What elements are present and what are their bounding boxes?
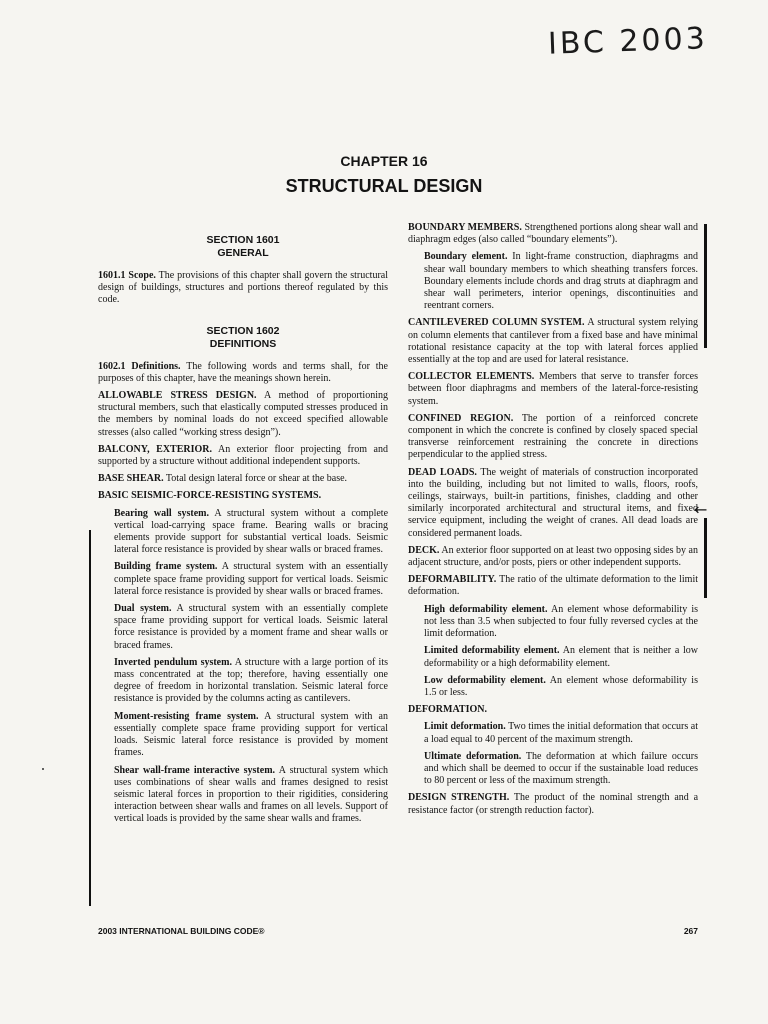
term-text: A structural system without a complete vertical load-carrying space frame. Bearing walls or bracing elements provide support for substantial vertical loads. Seismic lateral force resistance is provided by shear walls or braced frames. — [114, 507, 389, 556]
term-heading: DEFORMATION. — [408, 704, 487, 716]
term-text: A structure with a large portion of its mass concentrated at the top; therefore, having essentially one degree of freedom in horizontal translation. Seismic lateral force resistance is provided by the columns acting as cantilevers. — [114, 656, 388, 705]
term-heading: CANTILEVERED COLUMN SYSTEM. — [408, 317, 585, 329]
term-heading: Ultimate deformation. — [424, 750, 522, 762]
definition-basic-seismic-systems — [98, 490, 388, 502]
term-heading: CONFINED REGION. — [408, 412, 514, 424]
scope-paragraph — [98, 270, 388, 307]
term-heading: DEAD LOADS. — [408, 466, 477, 478]
definition-ultimate-deformation — [408, 751, 698, 788]
term-heading: DESIGN STRENGTH. — [408, 792, 510, 804]
term-heading: Low deformability element. — [424, 674, 546, 686]
definition-bearing-wall-system — [98, 508, 388, 557]
definition-high-deformability-element — [408, 604, 698, 641]
term-text: In light-frame construction, diaphragms and shear wall boundary members to which sheathing transfers forces. Boundary elements include chords and drag struts at diaphragm and shear wall perimeters, interior openings, discontinuities and reentrant corners. — [424, 251, 698, 312]
definition-low-deformability-element — [408, 675, 698, 699]
term-text: A method of proportioning structural members, such that elastically computed stresses produced in the members by nominal loads do not exceed specified allowable stresses (also called “working stress design”). — [98, 390, 388, 438]
section-1602-title: SECTION 1602 — [206, 324, 280, 337]
definition-collector-elements — [408, 371, 698, 408]
term-heading: High deformability element. — [424, 603, 548, 615]
term-text: A structural system which uses combinations of shear walls and frames designed to resist seismic lateral forces in proportion to their rigidities, considering interaction between shear walls and frames on all levels. Support of vertical loads is provided by the same shear walls and frames. — [114, 764, 388, 825]
term-text: An exterior floor supported on at least two opposing sides by an adjacent structure, and/or posts, piers or other independent supports. — [408, 544, 698, 569]
term-heading: BOUNDARY MEMBERS. — [408, 222, 522, 233]
footer-code-title: 2003 INTERNATIONAL BUILDING CODE® — [98, 926, 265, 936]
term-heading: Limit deformation. — [424, 721, 506, 733]
term-heading: ALLOWABLE STRESS DESIGN. — [98, 390, 257, 402]
term-heading: COLLECTOR ELEMENTS. — [408, 371, 535, 383]
scan-speck — [42, 768, 44, 770]
term-text: The ratio of the ultimate deformation to the limit deformation. — [408, 574, 698, 598]
definition-limited-deformability-element — [408, 645, 698, 669]
term-heading: BASIC SEISMIC-FORCE-RESISTING SYSTEMS. — [98, 490, 322, 502]
term-text: A structural system with an essentially complete space frame providing support for vertical loads. Seismic lateral force resistance is provided by a moment frame and shear walls or braced frames. — [114, 603, 388, 651]
term-text: The weight of materials of construction incorporated into the building, including but not limited to walls, floors, roofs, ceilings, stairways, built-in partitions, finishes, cladding and other similarly incorporated architectural and structural items, and fixed service equipment, including the weight of cranes. All dead loads are considered permanent loads. — [408, 466, 699, 539]
change-bar-left — [89, 530, 91, 906]
page-number: 267 — [683, 926, 698, 936]
definition-cantilevered-column-system — [408, 317, 698, 366]
definition-balcony-exterior — [98, 444, 388, 468]
handwritten-note: IBC 2003 — [547, 21, 709, 62]
term-text: Two times the initial deformation that occurs at a load equal to 40 percent of the maximum strength. — [424, 721, 698, 745]
term-text: The portion of a reinforced concrete component in which the concrete is confined by closely spaced special transverse reinforcement restraining the concrete in directions perpendicular to the applied stress. — [408, 412, 698, 461]
term-heading: Inverted pendulum system. — [114, 656, 232, 668]
section-1601-title: SECTION 1601 — [206, 234, 280, 246]
term-text: Total design lateral force or shear at the base. — [163, 473, 348, 485]
definition-deformation — [408, 704, 698, 716]
definition-confined-region — [408, 413, 698, 462]
definition-deformability — [408, 574, 698, 598]
term-heading: BASE SHEAR. — [98, 473, 164, 485]
definition-deck — [408, 545, 698, 569]
term-text: A structural system with an essentially complete space frame providing support for vertical loads. Seismic lateral force resistance is provided by moment frames. — [114, 710, 388, 759]
term-heading: Bearing wall system. — [114, 507, 209, 519]
page-title: STRUCTURAL DESIGN — [285, 176, 483, 196]
term-text: The provisions of this chapter shall govern the structural design of buildings, structures and portions thereof regulated by this code. — [98, 270, 389, 306]
term-heading: 1602.1 Definitions. — [98, 360, 181, 372]
term-heading: 1601.1 Scope. — [98, 270, 156, 281]
term-text: Strengthened portions along shear wall and diaphragm edges (also called “boundary elements”). — [408, 222, 698, 246]
term-heading: Boundary element. — [424, 251, 508, 263]
definition-boundary-members — [408, 222, 698, 246]
definition-design-strength — [408, 792, 698, 816]
section-1601-subtitle: GENERAL — [217, 247, 269, 259]
term-text: An exterior floor projecting from and supported by a structure without additional independent supports. — [98, 443, 388, 468]
term-text: An element whose deformability is not less than 3.5 when subjected to four fully reversed cycles at the limit deformation. — [424, 603, 698, 640]
change-bar-right-top — [704, 224, 707, 348]
definition-limit-deformation — [408, 721, 698, 745]
change-bar-right-bottom — [704, 518, 707, 598]
term-heading: DEFORMABILITY. — [408, 574, 497, 586]
term-heading: BALCONY, EXTERIOR. — [98, 443, 212, 455]
term-heading: Shear wall-frame interactive system. — [114, 764, 276, 776]
left-column — [98, 222, 388, 831]
term-text: An element whose deformability is 1.5 or less. — [424, 674, 698, 698]
definitions-paragraph — [98, 361, 388, 385]
term-text: An element that is neither a low deformability or a high deformability element. — [424, 645, 699, 669]
section-1602-subtitle: DEFINITIONS — [209, 337, 277, 350]
term-heading: Dual system. — [114, 603, 172, 615]
right-column — [408, 222, 698, 822]
term-text: Members that serve to transfer forces between floor diaphragms and members of the lateral-force-resisting system. — [408, 371, 698, 407]
term-heading: DECK. — [408, 544, 440, 556]
term-text: The following words and terms shall, for the purposes of this chapter, have the meanings shown herein. — [98, 360, 388, 384]
definition-inverted-pendulum-system — [98, 657, 388, 706]
term-heading: Building frame system. — [114, 561, 218, 573]
definition-shear-wall-frame-interactive-system — [98, 765, 388, 826]
definition-dual-system — [98, 603, 388, 652]
margin-arrow-icon: ← — [694, 500, 708, 519]
term-text: The product of the nominal strength and a resistance factor (or strength reduction factor). — [408, 792, 699, 816]
chapter-heading: CHAPTER 16 — [340, 153, 428, 169]
definition-building-frame-system — [98, 561, 388, 598]
definition-allowable-stress-design — [98, 390, 388, 439]
term-text: A structural system with an essentially complete space frame providing support for vertical loads. Seismic lateral force resistance is provided by shear walls or braced frames. — [114, 561, 388, 597]
definition-boundary-element — [408, 251, 698, 312]
term-text: The deformation at which failure occurs and which shall be deemed to occur if the sustainable load reduces to 80 percent or less of the maximum strength. — [424, 750, 698, 787]
term-heading: Moment-resisting frame system. — [114, 710, 259, 722]
term-heading: Limited deformability element. — [424, 645, 560, 657]
definition-moment-resisting-frame-system — [98, 711, 388, 760]
definition-base-shear — [98, 473, 388, 485]
definition-dead-loads — [408, 467, 698, 540]
term-text: A structural system relying on column elements that cantilever from a fixed base and have minimal rotational resistance capacity at the top with lateral forces applied essentially at the top and are used for lateral resistance. — [408, 317, 698, 366]
